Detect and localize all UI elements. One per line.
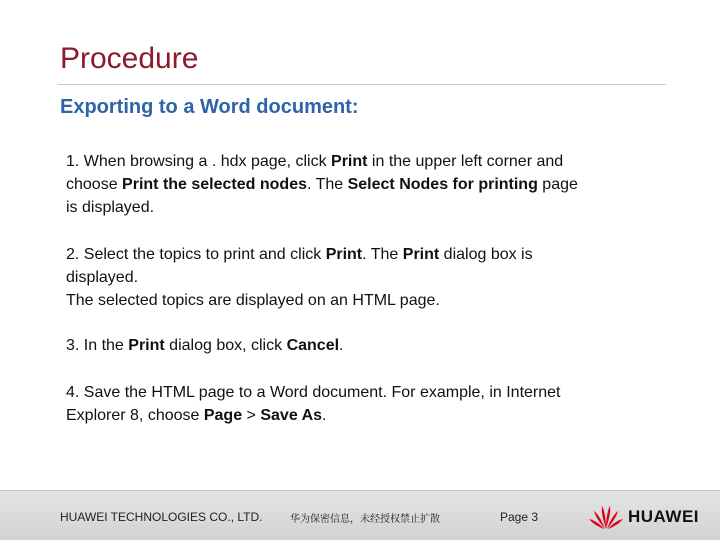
step-text: .: [322, 407, 327, 424]
slide-footer: [0, 490, 720, 540]
ui-term: Print: [128, 337, 165, 354]
step-line: [66, 289, 666, 312]
step-line: [66, 243, 666, 266]
ui-term: Print: [325, 246, 363, 263]
ui-term: Print: [402, 246, 440, 263]
steps-list: [66, 150, 666, 451]
huawei-logo: [588, 501, 698, 531]
step-line: [66, 173, 666, 196]
step-text: >: [242, 407, 261, 424]
step-text: dialog box, click: [164, 337, 287, 354]
step-line: [66, 334, 666, 357]
step-line: [66, 196, 666, 219]
step-line: [66, 404, 666, 427]
step-line: [66, 381, 666, 404]
ui-term: Save As: [260, 407, 323, 424]
ui-term: Page: [203, 407, 243, 424]
ui-term: Select Nodes for printing: [347, 176, 538, 193]
step-text: 1. When browsing a . hdx page, click: [66, 153, 332, 170]
ui-term: Print the selected nodes: [122, 176, 307, 193]
step-text: . The: [362, 246, 403, 263]
step-text: 3. In the: [66, 337, 129, 354]
step-text: The selected topics are displayed on an HTML page.: [66, 292, 440, 309]
step-text: choose: [66, 176, 123, 193]
step-2: [66, 243, 666, 312]
step-text: displayed.: [66, 269, 139, 286]
step-text: page: [537, 176, 578, 193]
step-3: [66, 334, 666, 357]
footer-company: HUAWEI TECHNOLOGIES CO., LTD.: [60, 510, 263, 524]
step-text: Explorer 8, choose: [66, 407, 204, 424]
step-text: 4. Save the HTML page to a Word document. For example, in Internet: [66, 384, 561, 401]
huawei-petal-icon: [588, 502, 624, 530]
slide-title: Procedure: [60, 42, 199, 75]
slide-subtitle: Exporting to a Word document:: [60, 96, 359, 118]
step-text: 2. Select the topics to print and click: [66, 246, 326, 263]
step-text: . The: [306, 176, 348, 193]
step-1: [66, 150, 666, 219]
ui-term: Cancel: [286, 337, 340, 354]
step-4: [66, 381, 666, 427]
footer-confidential-notice: 华为保密信息，未经授权禁止扩散: [290, 514, 440, 525]
ui-term: Print: [331, 153, 368, 170]
step-line: [66, 266, 666, 289]
title-divider: [58, 84, 666, 85]
step-text: is displayed.: [66, 199, 155, 216]
step-text: .: [339, 337, 344, 354]
step-text: in the upper left corner and: [367, 153, 564, 170]
huawei-logo-text: HUAWEI: [628, 507, 699, 526]
footer-page-number: Page 3: [500, 510, 539, 524]
step-text: dialog box is: [439, 246, 533, 263]
step-line: [66, 150, 666, 173]
